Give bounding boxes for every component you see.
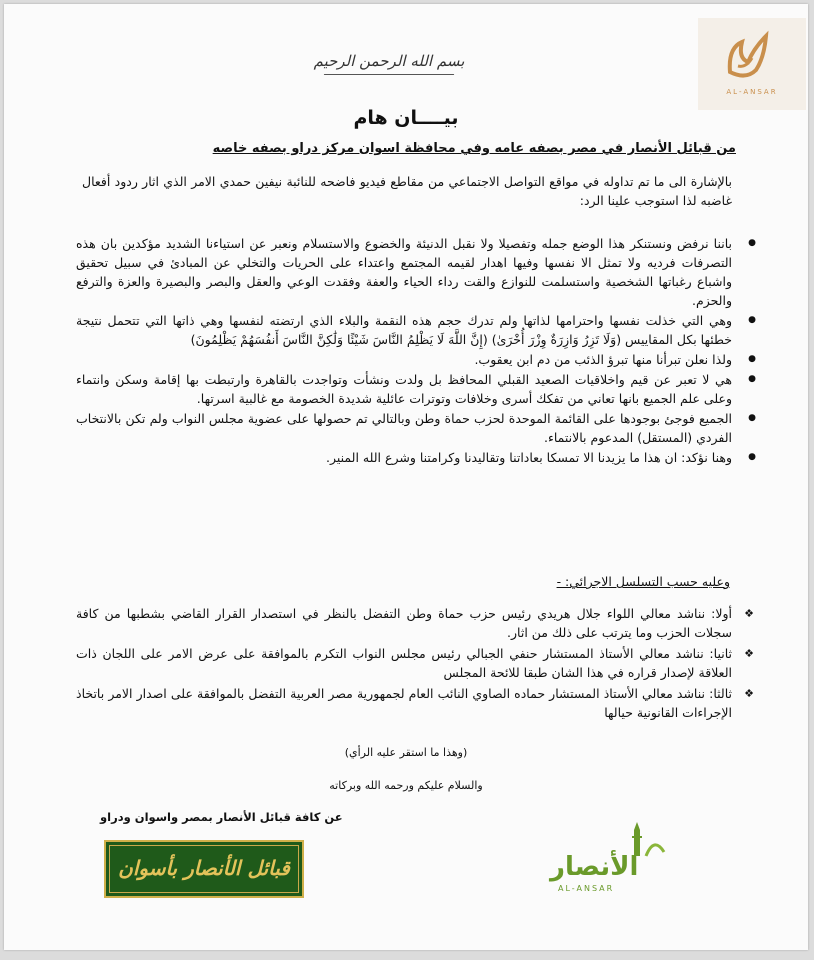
document-subtitle: من قبائل الأنصار في مصر بصفه عامه وفي محافظة اسوان مركز دراو بصفه خاصه [212,141,736,156]
bullet-item: ● وهنا نؤكد: ان هذا ما يزيدنا الا تمسكا بعاداتنا وتقاليدنا وكرامتنا وشرع الله المنير. [76,448,756,467]
bullet-item: ● باننا نرفض ونستنكر هذا الوضع جمله وتفصيلا ولا نقبل الدنيئة والخضوع والاستسلام ونعبر عن استياءنا الشديد مؤكدين بان هذه التصرفات فرديه ولا تمثل الا نفسها وفيها اهدار لقيمه المجتمع واعتداء على الحريات والتخلي عن المبادئ في سبيل تحقيق واشباع رغباتها الشخصية واستسلمت للنوازع والقت رداء الحياء والعفة وفقدت الوعي والعقل والبصر والبصيرة والعزة والترفع والحزم. [76,234,756,310]
tribes-banner-logo [104,840,304,898]
ansar-logo-latin: AL-ANSAR [558,884,615,893]
ansar-bottom-logo [550,822,668,898]
intro-paragraph: بالإشارة الى ما تم تداوله في مواقع التواصل الاجتماعي من مقاطع فيديو فاضحه للنائبة نيفين حمدي الامر الذي اثار ردود أفعال غاضبه لذا استوجب علينا الرد: [82,174,732,208]
bullet-item: ● الجميع فوجئ بوجودها على القائمة الموحدة لحزب حماة وطن وبالتالي تم حصولها على عضوية مجلس النواب ولم تكن بالانتخاب الفردي (المستقل) المدعوم بالانتماء. [76,409,756,447]
procedure-heading: وعليه حسب التسلسل الاجرائي: - [556,574,730,589]
document-title: بيــــان هام [353,107,459,129]
basmala-calligraphy: بسم الله الرحمن الرحيم [304,52,474,82]
request-item: ❖ ثانيا: نناشد معالي الأستاذ المستشار حنفي الجبالي رئيس مجلس النواب التكرم بالموافقة على عرض الامر على اللجان ذات العلاقة لإصدار قراره في هذا الشان طبقا للائحة المجلس [76,644,756,682]
closing-greeting: والسلام عليكم ورحمه الله وبركاته [329,779,483,792]
bullet-item: ● ولذا نعلن تبرأنا منها تبرؤ الذئب من دم ابن يعقوب. [76,350,756,369]
closing-note: (وهذا ما استقر عليه الرأي) [344,746,468,759]
ansar-emblem-icon [720,28,778,86]
bullet-item: ● وهي التي خذلت نفسها واحترامها لذاتها ولم تدرك حجم هذه النقمة والبلاء الذي ارتضته لنفسها وهي ذاتها التي تتحمل نتيجة خطئها بكل المقاييس (وَلَا تَزِرُ وَازِرَةٌ وِزْرَ أُخْرَىٰ) (إِنَّ اللَّهَ لَا يَظْلِمُ النَّاسَ شَيْئًا وَلَٰكِنَّ النَّاسَ أَنفُسَهُمْ يَظْلِمُونَ) [76,311,756,349]
top-logo-latin: AL-ANSAR [726,88,778,96]
ansar-top-logo [698,18,806,110]
ansar-logo-word: الأنصار [550,852,639,882]
bullet-item: ● هي لا تعبر عن قيم واخلاقيات الصعيد القبلي المحافظ بل ولدت ونشأت وتواجدت بالقاهرة وارتبطت بها إقامة وسكن وانتماء وعلى علم الجميع بانها تعاني من تفكك أسرى وخلافات وتوترات عائلية شديدة الخصومة مع غالبية اسرتها. [76,370,756,408]
signature-line: عن كافة قبائل الأنصار بمصر واسوان ودراو [100,810,343,824]
banner-calligraphy: قبائل الأنصار بأسوان [118,856,290,880]
document-page [4,4,808,950]
request-item: ❖ أولا: نناشد معالي اللواء جلال هريدي رئيس حزب حماة وطن التفضل بالنظر في استصدار القرار القاضي بشطبها من كافة سجلات الحزب وما يترتب على ذلك من اثار. [76,604,756,642]
requests-list [76,604,756,724]
request-item: ❖ ثالثا: نناشد معالي الأستاذ المستشار حماده الصاوي النائب العام لجمهورية مصر العربية التفضل بالموافقة على اصدار الامر باتخاذ الإجراءات القانونية حيالها [76,684,756,722]
statement-bullets [76,234,756,468]
